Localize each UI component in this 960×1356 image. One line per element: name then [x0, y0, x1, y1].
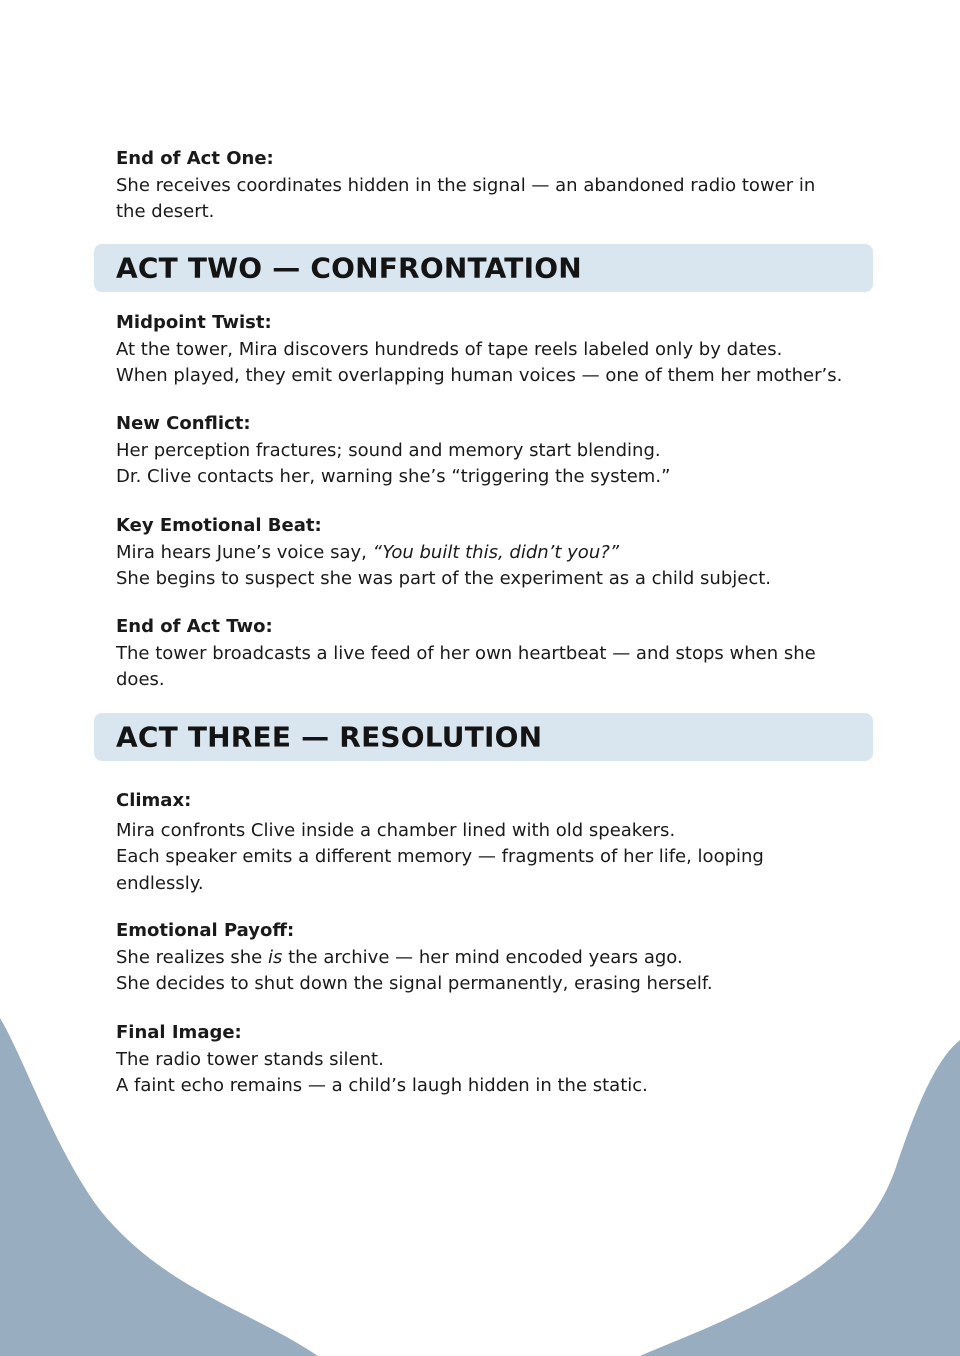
- climax-section: [116, 788, 846, 897]
- section-text: The tower broadcasts a live feed of her own heartbeat — and stops when she does.: [116, 642, 816, 690]
- final-image-section: [116, 1020, 846, 1100]
- section-text-line: A faint echo remains — a child’s laugh hidden in the static.: [116, 1075, 648, 1096]
- section-text-line: [116, 945, 846, 972]
- section-text-line: The radio tower stands silent.: [116, 1048, 384, 1070]
- section-label: Midpoint Twist:: [116, 312, 272, 333]
- act-two-end-section: [116, 614, 846, 694]
- section-label: Emotional Payoff:: [116, 920, 295, 941]
- act-two-heading: ACT TWO — CONFRONTATION: [116, 251, 582, 285]
- section-label: End of Act Two:: [116, 616, 273, 637]
- section-label: Final Image:: [116, 1022, 242, 1043]
- section-label: Key Emotional Beat:: [116, 515, 322, 536]
- section-text-line: Mira confronts Clive inside a chamber lined with old speakers.: [116, 819, 676, 841]
- beat-text-prefix: Mira hears June’s voice say,: [116, 541, 373, 563]
- emotional-payoff-section: [116, 918, 846, 998]
- payoff-emphasis: is: [267, 946, 283, 968]
- section-text-line: She begins to suspect she was part of the experiment as a child subject.: [116, 568, 772, 589]
- act-three-heading: ACT THREE — RESOLUTION: [116, 720, 543, 754]
- section-label: Climax:: [116, 790, 192, 811]
- section-text: She receives coordinates hidden in the signal — an abandoned radio tower in the desert.: [116, 174, 816, 222]
- key-emotional-beat-section: [116, 513, 846, 593]
- payoff-text-prefix: She realizes she: [116, 946, 268, 968]
- act-three-banner: [94, 713, 873, 761]
- beat-quote: “You built this, didn’t you?”: [372, 541, 620, 563]
- section-label: New Conflict:: [116, 413, 251, 434]
- midpoint-twist-section: [116, 310, 846, 390]
- section-text-line: At the tower, Mira discovers hundreds of tape reels labeled only by dates.: [116, 338, 783, 360]
- act-one-end-section: [116, 146, 846, 226]
- section-label: End of Act One:: [116, 148, 274, 169]
- section-text-line: She decides to shut down the signal permanently, erasing herself.: [116, 973, 713, 994]
- section-text-line: Each speaker emits a different memory — fragments of her life, looping endlessly.: [116, 846, 764, 894]
- section-text-line: Her perception fractures; sound and memory start blending.: [116, 439, 661, 461]
- section-text-line: When played, they emit overlapping human voices — one of them her mother’s.: [116, 365, 843, 386]
- new-conflict-section: [116, 411, 846, 491]
- payoff-text-suffix: the archive — her mind encoded years ago.: [282, 946, 683, 968]
- section-text-line: [116, 540, 846, 567]
- section-text-line: Dr. Clive contacts her, warning she’s “triggering the system.”: [116, 466, 671, 487]
- act-two-banner: [94, 244, 873, 292]
